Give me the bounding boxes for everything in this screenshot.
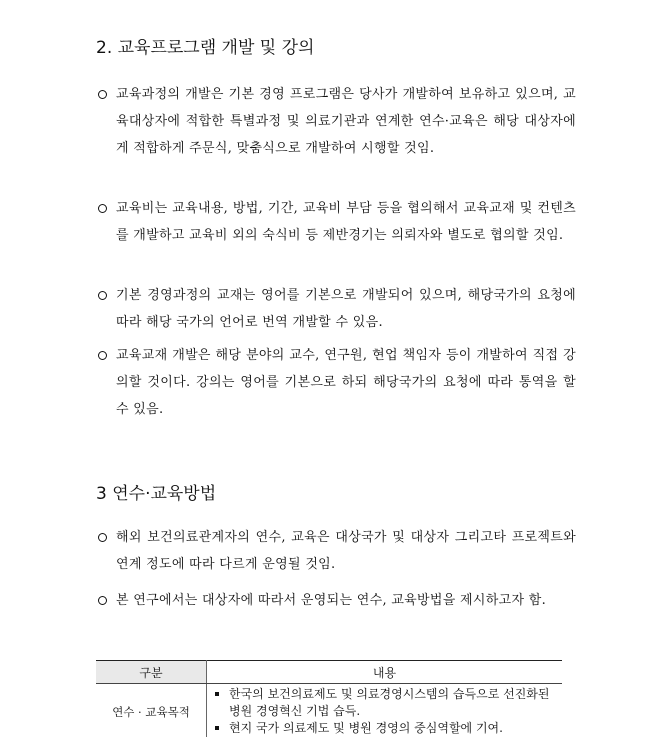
circle-bullet-icon xyxy=(96,81,108,108)
section-2-bullet-1 xyxy=(96,81,576,162)
circle-bullet-icon xyxy=(96,195,108,222)
bullet-text: 기본 경영과정의 교재는 영어를 기본으로 개발되어 있으며, 해당국가의 요청에 따라 해당 국가의 언어로 번역 개발할 수 있음. xyxy=(116,288,576,330)
list-item-text: 한국의 보건의료제도 및 의료경영시스템의 습득으로 선진화된 병원 경영혁신 기법 습득. xyxy=(229,687,550,718)
section-2-heading: 2. 교육프로그램 개발 및 강의 xyxy=(96,38,315,58)
section-3-bullet-1 xyxy=(96,524,576,578)
bullet-text: 해외 보건의료관계자의 연수, 교육은 대상국가 및 대상자 그리고타 프로젝트와 연계 정도에 따라 다르게 운영될 것임. xyxy=(116,530,576,572)
section-2-bullet-2 xyxy=(96,195,576,249)
list-item xyxy=(213,720,556,737)
section-3-heading: 3 연수·교육방법 xyxy=(96,484,217,504)
bullet-text: 교육교재 개발은 해당 분야의 교수, 연구원, 현업 책임자 등이 개발하여 직접 강의할 것이다. 강의는 영어를 기본으로 하되 해당국가의 요청에 따라 통역을 할 수 있음. xyxy=(116,348,576,417)
column-header-category: 구분 xyxy=(96,661,207,684)
bullet-text: 본 연구에서는 대상자에 따라서 운영되는 연수, 교육방법을 제시하고자 함. xyxy=(116,593,547,608)
section-3-bullet-2 xyxy=(96,587,576,614)
row-content xyxy=(207,684,563,738)
list-item xyxy=(213,686,556,720)
square-bullet-icon xyxy=(215,726,219,730)
circle-bullet-icon xyxy=(96,342,108,369)
list-item-text: 현지 국가 의료제도 및 병원 경영의 중심역할에 기여. xyxy=(229,721,503,735)
bullet-text: 교육과정의 개발은 기본 경영 프로그램은 당사가 개발하여 보유하고 있으며, 교육대상자에 적합한 특별과정 및 의료기관과 연계한 연수·교육은 해당 대상자에게 적합하게 주문식, 맞춤식으로 개발하여 시행할 것임. xyxy=(116,87,576,156)
square-bullet-icon xyxy=(215,692,219,696)
circle-bullet-icon xyxy=(96,524,108,551)
bullet-text: 교육비는 교육내용, 방법, 기간, 교육비 부담 등을 협의해서 교육교재 및 컨텐츠를 개발하고 교육비 외의 숙식비 등 제반경기는 의뢰자와 별도로 협의할 것임. xyxy=(116,201,576,243)
table-header-row xyxy=(96,661,562,684)
section-2-bullet-3 xyxy=(96,282,576,336)
circle-bullet-icon xyxy=(96,587,108,614)
education-method-table xyxy=(96,660,562,737)
circle-bullet-icon xyxy=(96,282,108,309)
column-header-content: 내용 xyxy=(207,661,563,684)
section-2-bullet-4 xyxy=(96,342,576,423)
row-label: 연수 · 교육목적 xyxy=(96,684,207,738)
table-row xyxy=(96,684,562,738)
